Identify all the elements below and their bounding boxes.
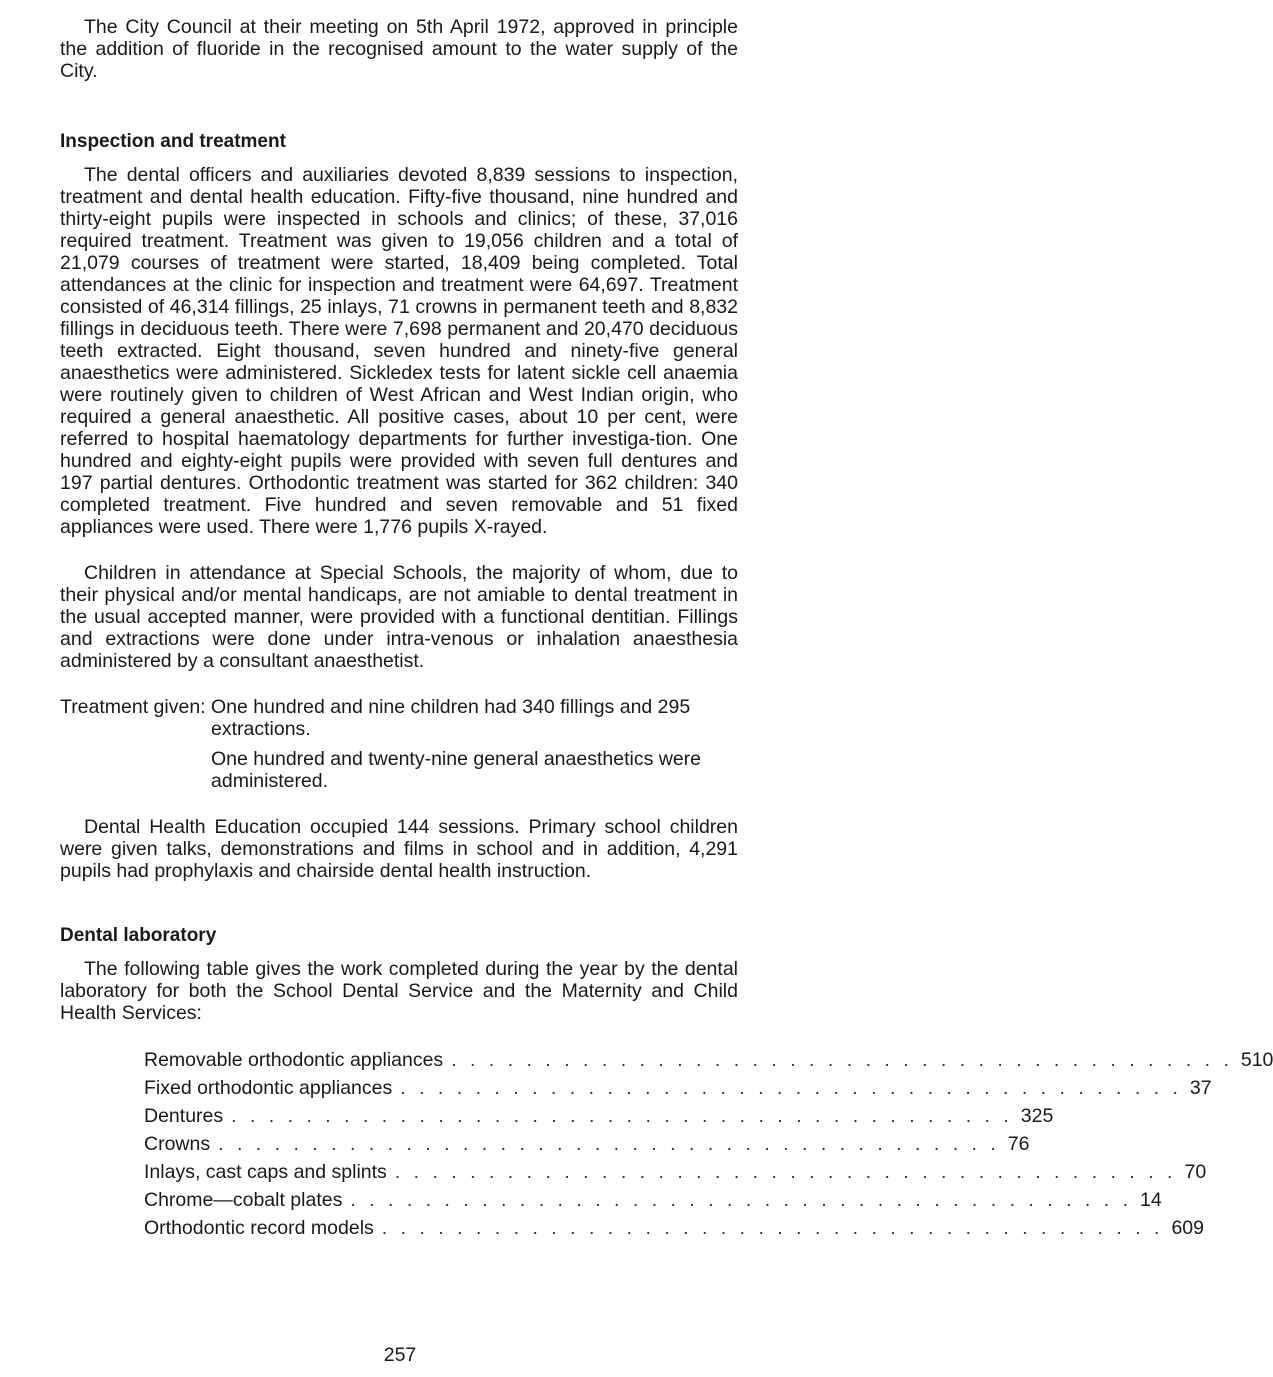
table-item-value: 510 [1240, 1049, 1273, 1071]
table-item-value: 76 [1007, 1133, 1030, 1155]
table-row [144, 1130, 1030, 1158]
table-item-value: 14 [1140, 1189, 1162, 1211]
special-schools-paragraph: Children in attendance at Special Schools, the majority of whom, due to their physical and/or mental handicaps, are not amiable to dental treatment in the usual accepted manner, were provided with a functional dentitian. Fillings and extractions were done under intra-venous or inhalation anaesthesia administered by a consultant anaesthetist. [60, 562, 738, 672]
table-item-value: 70 [1184, 1161, 1207, 1183]
treatment-given-label: Treatment given: [60, 696, 212, 718]
treatment-given-line: One hundred and nine children had 340 fillings and 295 extractions. [211, 696, 691, 740]
table-item-value: 325 [1020, 1105, 1054, 1127]
table-item-label: Inlays, cast caps and splints [144, 1161, 387, 1183]
table-row [144, 1186, 1162, 1214]
inspection-heading: Inspection and treatment [60, 131, 286, 152]
table-item-label: Orthodontic record models [144, 1217, 374, 1239]
table-item-label: Crowns [144, 1133, 211, 1155]
treatment-given-block [60, 696, 738, 792]
laboratory-table [144, 1046, 1273, 1242]
intro-paragraph: The City Council at their meeting on 5th April 1972, approved in principle the addition of fluoride in the recognised amount to the water supply of the City. [60, 16, 738, 82]
inspection-paragraph: The dental officers and auxiliaries devoted 8,839 sessions to inspection, treatment and dental health education. Fifty-five thousand, nine hundred and thirty-eight pupils were inspected in schools and clinics; of these, 37,016 required treatment. Treatment was given to 19,056 children and a total of 21,079 courses of treatment were started, 18,409 being completed. Total attendances at the clinic for inspection and treatment were 64,697. Treatment consisted of 46,314 fillings, 25 inlays, 71 crowns in permanent teeth and 8,832 fillings in deciduous teeth. There were 7,698 permanent and 20,470 deciduous teeth extracted. Eight thousand, seven hundred and ninety-five general anaesthetics were administered. Sickledex tests for latent sickle cell anaemia were routinely given to children of West African and West Indian origin, who required a general anaesthetic. All positive cases, about 10 per cent, were referred to hospital haematology departments for further investiga-tion. One hundred and eighty-eight pupils were provided with seven full dentures and 197 partial dentures. Orthodontic treatment was started for 362 children: 340 completed treatment. Five hundred and seven removable and 51 fixed appliances were used. There were 1,776 pupils X-rayed. [60, 164, 738, 538]
table-item-label: Removable orthodontic appliances [144, 1049, 444, 1071]
dot-leader: . . . . . . . . . . . . . . . . . . . . . . . . . . . . . . . . . . . . . . . . . . [400, 1077, 1182, 1099]
page-number: 257 [383, 1344, 417, 1366]
health-education-paragraph: Dental Health Education occupied 144 sessions. Primary school children were given talks, demonstrations and films in school and in addition, 4,291 pupils had prophylaxis and chairside dental health instruction. [60, 816, 738, 882]
treatment-given-line: One hundred and twenty-nine general anaesthetics were administered. [211, 748, 702, 792]
table-item-value: 37 [1189, 1077, 1212, 1099]
table-item-label: Dentures [144, 1105, 224, 1127]
dot-leader: . . . . . . . . . . . . . . . . . . . . . . . . . . . . . . . . . . . . . . . . . . [451, 1049, 1233, 1071]
dot-leader: . . . . . . . . . . . . . . . . . . . . . . . . . . . . . . . . . . . . . . . . . . [381, 1217, 1164, 1239]
table-item-value: 609 [1171, 1217, 1204, 1239]
dot-leader: . . . . . . . . . . . . . . . . . . . . . . . . . . . . . . . . . . . . . . . . . . [218, 1133, 1000, 1155]
laboratory-heading: Dental laboratory [60, 925, 217, 946]
table-row [144, 1158, 1207, 1186]
table-row [144, 1102, 1054, 1130]
treatment-given-items [211, 696, 738, 792]
dot-leader: . . . . . . . . . . . . . . . . . . . . . . . . . . . . . . . . . . . . . . . . . . [350, 1189, 1133, 1211]
table-item-label: Chrome—cobalt plates [144, 1189, 343, 1211]
table-row [144, 1074, 1212, 1102]
table-row [144, 1214, 1204, 1242]
dot-leader: . . . . . . . . . . . . . . . . . . . . . . . . . . . . . . . . . . . . . . . . . . [394, 1161, 1177, 1183]
table-row [144, 1046, 1273, 1074]
laboratory-intro-paragraph: The following table gives the work completed during the year by the dental laboratory for both the School Dental Service and the Maternity and Child Health Services: [60, 958, 738, 1024]
dot-leader: . . . . . . . . . . . . . . . . . . . . . . . . . . . . . . . . . . . . . . . . . . [231, 1105, 1013, 1127]
table-item-label: Fixed orthodontic appliances [144, 1077, 393, 1099]
